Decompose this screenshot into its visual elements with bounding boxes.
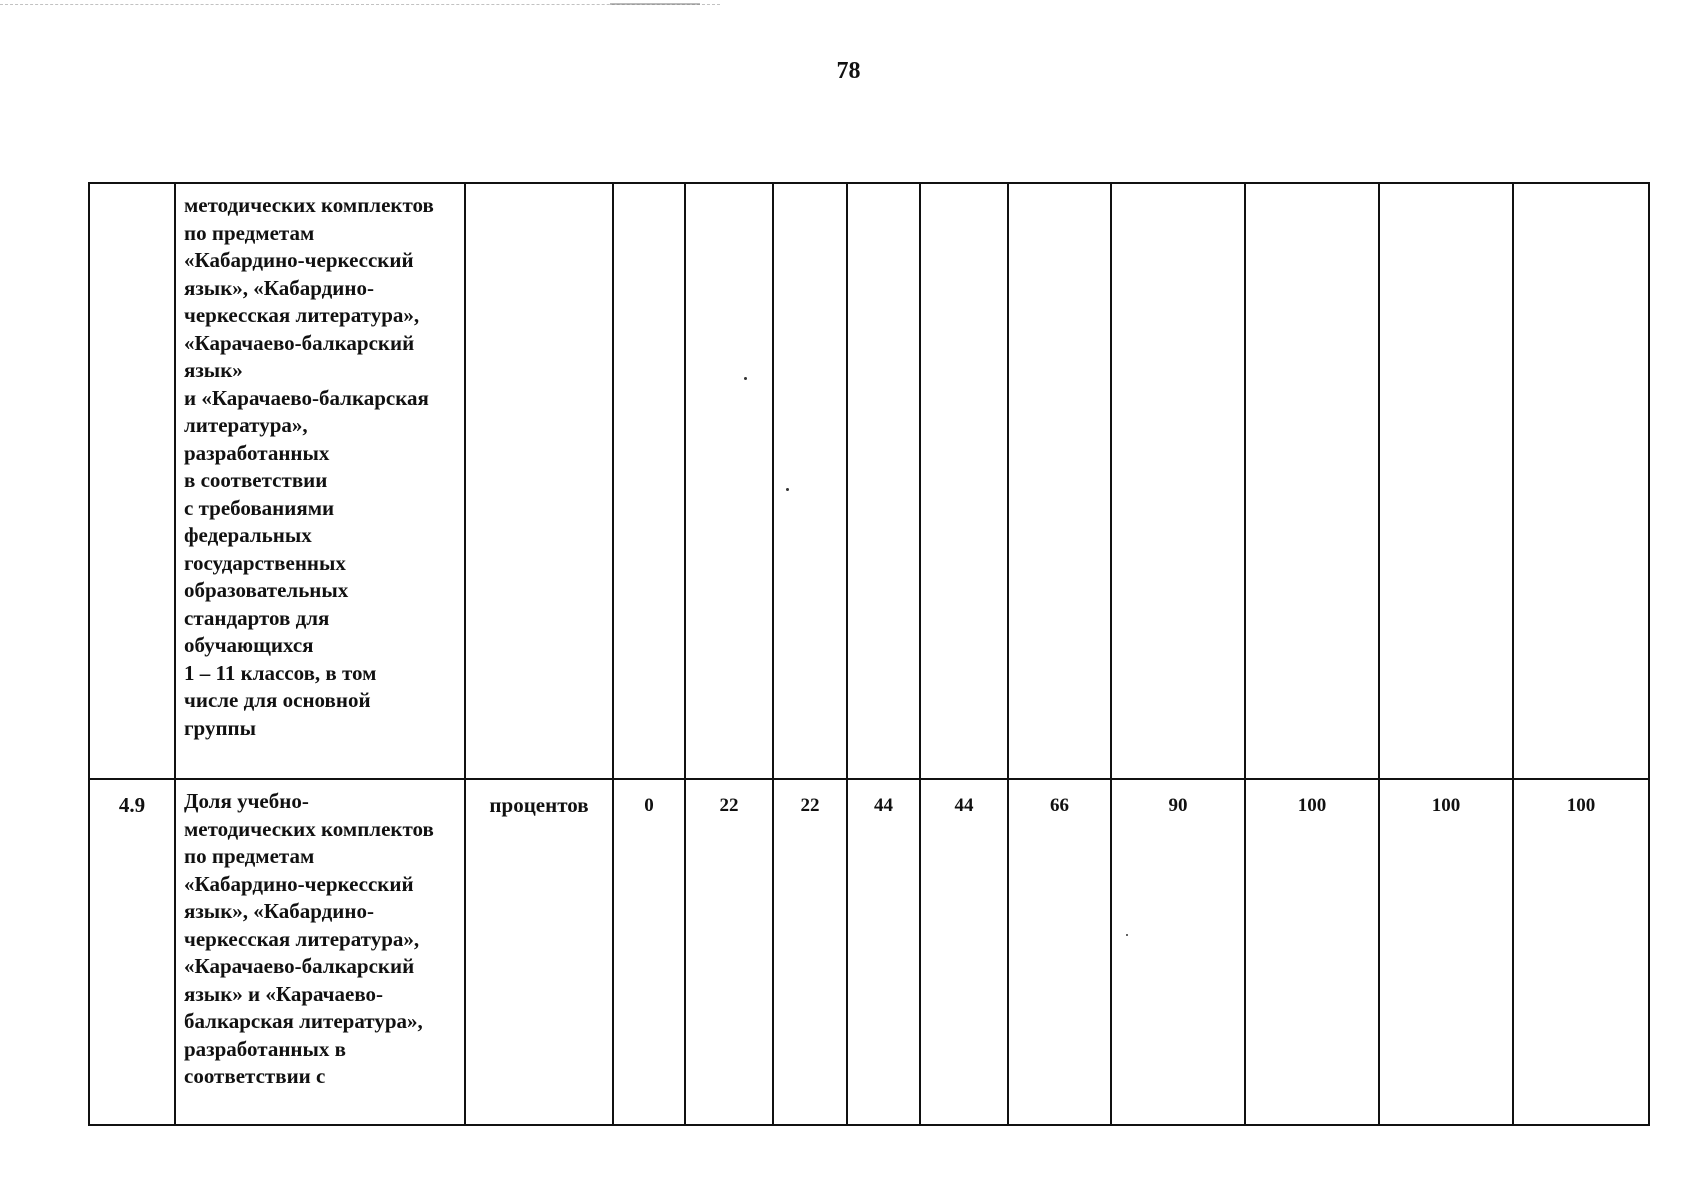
table-row [89, 183, 1649, 779]
indicator-name-text: Доля учебно- методических комплектов по предметам «Кабардино-черкесский язык», «Кабардино- черкесская литература», «Карачаево-балкарский язык» и «Карачаево- балкарская литература», разработанных в соответствии с [184, 789, 434, 1088]
value-cell [613, 183, 685, 779]
value-cell [1008, 183, 1111, 779]
page-number: 78 [836, 58, 861, 84]
value-cell: 66 [1008, 779, 1111, 1125]
value-cell [847, 183, 920, 779]
value-cell [773, 183, 847, 779]
indicator-name-cell [175, 779, 465, 1125]
value-cell [1111, 183, 1245, 779]
value-cell [1379, 183, 1513, 779]
value-cell: 100 [1245, 779, 1379, 1125]
scan-speck [744, 377, 747, 380]
table-row [89, 779, 1649, 1125]
row-number-cell [89, 183, 175, 779]
indicator-name-text: методических комплектов по предметам «Кабардино-черкесский язык», «Кабардино- черкесская литература», «Карачаево-балкарский язык» и «Карачаево-балкарская литература», разработанных в соответствии с требованиями федеральных государственных образовательных стандартов для обучающихся 1 – 11 классов, в том числе для основной группы [184, 193, 434, 740]
value-cell: 90 [1111, 779, 1245, 1125]
indicator-name-cell [175, 183, 465, 779]
indicator-table [88, 182, 1650, 1126]
scan-speck [1126, 934, 1128, 936]
value-cell: 22 [773, 779, 847, 1125]
value-cell [685, 183, 773, 779]
value-cell: 22 [685, 779, 773, 1125]
value-cell: 100 [1513, 779, 1649, 1125]
scan-speck [786, 488, 789, 491]
row-number-cell: 4.9 [89, 779, 175, 1125]
value-cell [1513, 183, 1649, 779]
value-cell: 100 [1379, 779, 1513, 1125]
value-cell [1245, 183, 1379, 779]
value-cell: 44 [847, 779, 920, 1125]
unit-cell: процентов [465, 779, 613, 1125]
scan-artifact-line [610, 3, 700, 7]
unit-cell [465, 183, 613, 779]
value-cell [920, 183, 1008, 779]
value-cell: 44 [920, 779, 1008, 1125]
value-cell: 0 [613, 779, 685, 1125]
